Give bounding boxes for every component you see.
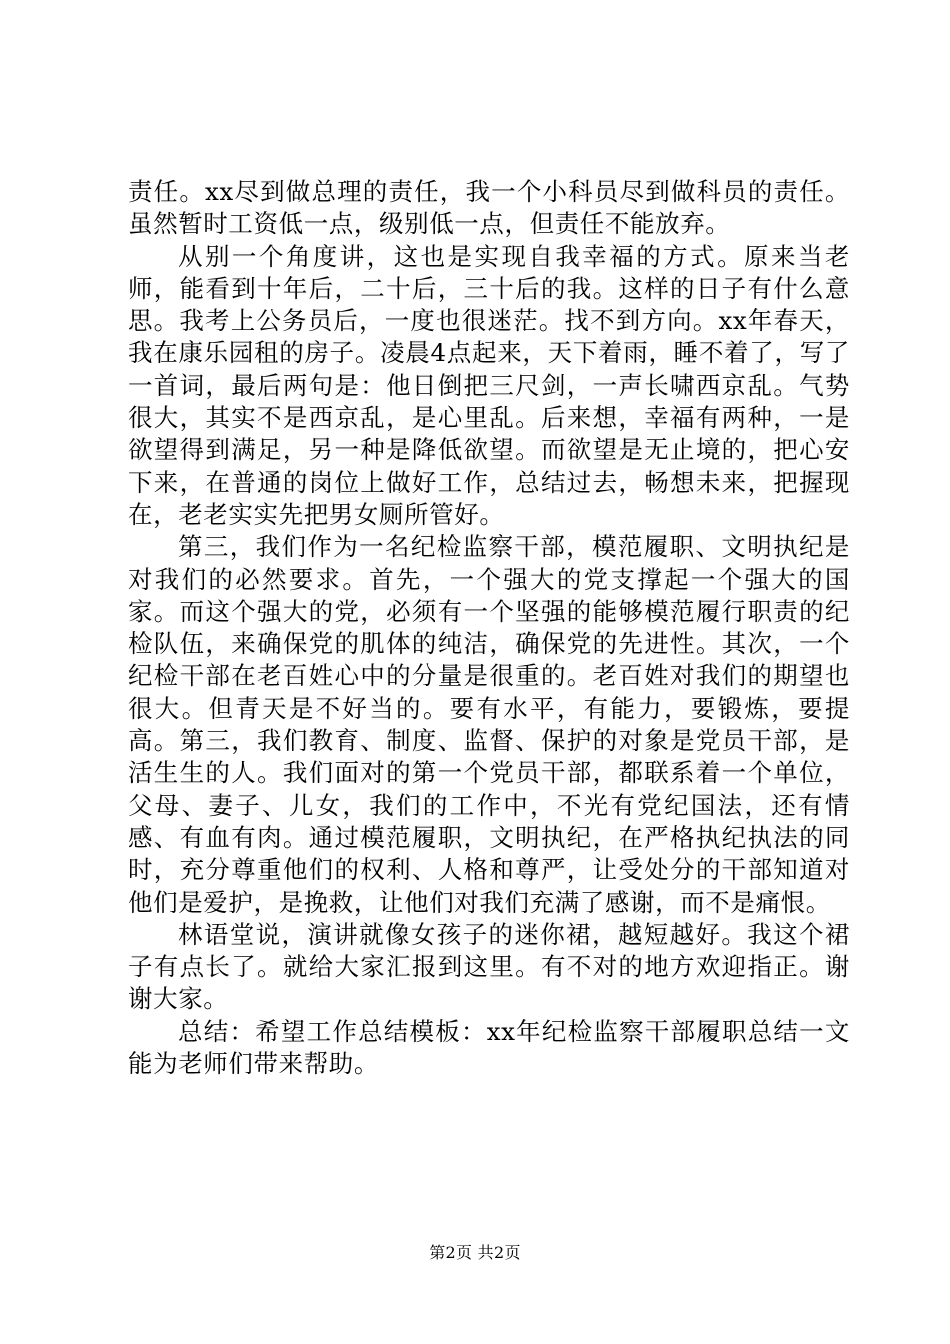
page-number-footer: 第2页 共2页 xyxy=(429,1243,521,1262)
paragraph-continuation: 责任。xx尽到做总理的责任，我一个小科员尽到做科员的责任。虽然暂时工资低一点，级别低一点，但责任不能放弃。 xyxy=(128,177,850,239)
document-body xyxy=(128,176,850,1080)
paragraph-closing-remarks: 林语堂说，演讲就像女孩子的迷你裙，越短越好。我这个裙子有点长了。就给大家汇报到这里。有不对的地方欢迎指正。谢谢大家。 xyxy=(128,919,850,1014)
paragraph-summary: 总结：希望工作总结模板：xx年纪检监察干部履职总结一文能为老师们带来帮助。 xyxy=(128,1016,850,1079)
paragraph-third-point: 第三，我们作为一名纪检监察干部，模范履职、文明执纪是对我们的必然要求。首先，一个强大的党支撑起一个强大的国家。而这个强大的党，必须有一个坚强的能够模范履行职责的纪检队伍，来确保党的肌体的纯洁，确保党的先进性。其次，一个纪检干部在老百姓心中的分量是很重的。老百姓对我们的期望也很大。但青天是不好当的。要有水平，有能力，要锻炼，要提高。第三，我们教育、制度、监督、保护的对象是党员干部，是活生生的人。我们面对的第一个党员干部，都联系着一个单位，父母、妻子、儿女，我们的工作中，不光有党纪国法，还有情感、有血有肉。通过模范履职，文明执纪，在严格执纪执法的同时，充分尊重他们的权利、人格和尊严，让受处分的干部知道对他们是爱护，是挽救，让他们对我们充满了感谢，而不是痛恨。 xyxy=(128,532,850,917)
paragraph-happiness: 从别一个角度讲，这也是实现自我幸福的方式。原来当老师，能看到十年后，二十后，三十后的我。这样的日子有什么意思。我考上公务员后，一度也很迷茫。找不到方向。xx年春天，我在康乐园租的房子。凌晨4点起来，天下着雨，睡不着了，写了一首词，最后两句是：他日倒把三尺剑，一声长啸西京乱。气势很大，其实不是西京乱，是心里乱。后来想，幸福有两种，一是欲望得到满足，另一种是降低欲望。而欲望是无止境的，把心安下来，在普通的岗位上做好工作，总结过去，畅想未来，把握现在，老老实实先把男女厕所管好。 xyxy=(128,241,850,529)
